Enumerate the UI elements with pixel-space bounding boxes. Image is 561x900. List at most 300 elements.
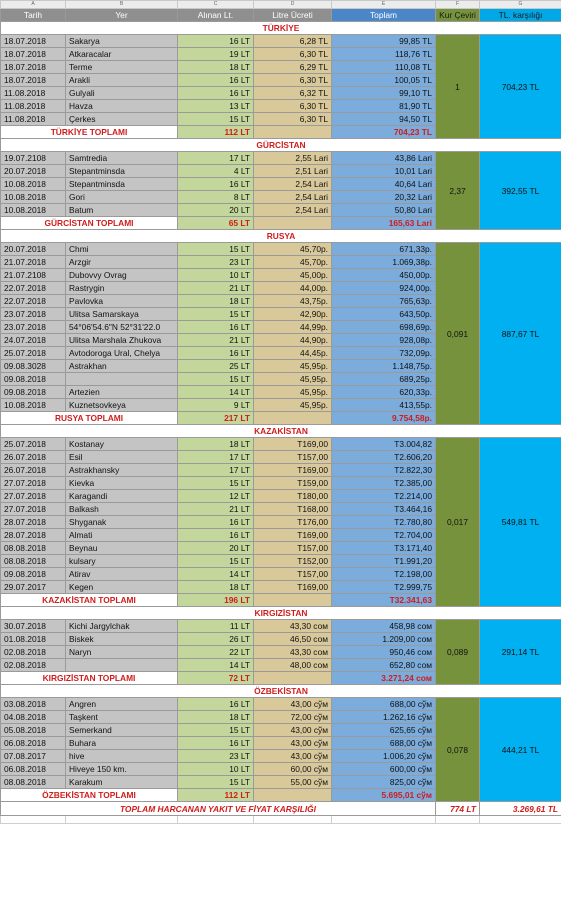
cell-total[interactable]: 10,01 Lari xyxy=(332,165,436,178)
cell-unit-price[interactable]: 43,30 сом xyxy=(254,646,332,659)
cell-liters[interactable]: 25 LT xyxy=(178,360,254,373)
cell-date[interactable]: 27.07.2018 xyxy=(1,503,66,516)
column-letter-g[interactable]: G xyxy=(480,1,561,9)
cell-unit-price[interactable]: 45,00р. xyxy=(254,269,332,282)
cell-place[interactable]: Semerkand xyxy=(66,724,178,737)
cell-unit-price[interactable]: T169,00 xyxy=(254,529,332,542)
cell-total[interactable]: T2.214,00 xyxy=(332,490,436,503)
cell-liters[interactable]: 16 LT xyxy=(178,178,254,191)
cell-liters[interactable]: 10 LT xyxy=(178,763,254,776)
cell-unit-price[interactable]: 44,99р. xyxy=(254,321,332,334)
cell-unit-price[interactable]: 6,30 TL xyxy=(254,74,332,87)
cell-total[interactable]: 118,76 TL xyxy=(332,48,436,61)
cell-date[interactable]: 11.08.2018 xyxy=(1,100,66,113)
cell-place[interactable]: 54°06'54.6"N 52°31'22.0 xyxy=(66,321,178,334)
cell-place[interactable]: Taşkent xyxy=(66,711,178,724)
column-letter-d[interactable]: D xyxy=(254,1,332,9)
cell-place[interactable]: Astrakhan xyxy=(66,360,178,373)
cell-unit-price[interactable]: T159,00 xyxy=(254,477,332,490)
cell-date[interactable]: 18.07.2018 xyxy=(1,48,66,61)
section-total-empty[interactable] xyxy=(254,217,332,230)
cell-date[interactable]: 24.07.2018 xyxy=(1,334,66,347)
cell-unit-price[interactable]: T169,00 xyxy=(254,464,332,477)
cell-total[interactable]: T2.606,20 xyxy=(332,451,436,464)
cell-place[interactable]: Kegen xyxy=(66,581,178,594)
cell-place[interactable]: Hiveye 150 km. xyxy=(66,763,178,776)
cell-date[interactable]: 25.07.2018 xyxy=(1,438,66,451)
cell-place[interactable]: Almati xyxy=(66,529,178,542)
section-total-liters[interactable]: 217 LT xyxy=(178,412,254,425)
cell-total[interactable]: T1.991,20 xyxy=(332,555,436,568)
cell-liters[interactable]: 18 LT xyxy=(178,438,254,451)
cell-unit-price[interactable]: T180,00 xyxy=(254,490,332,503)
cell-place[interactable]: Pavlovka xyxy=(66,295,178,308)
cell-total[interactable]: 600,00 сўм xyxy=(332,763,436,776)
header-tl-karsiligi[interactable]: TL. karşılığı xyxy=(480,9,561,22)
cell-place[interactable]: Astrakhansky xyxy=(66,464,178,477)
section-total-liters[interactable]: 112 LT xyxy=(178,789,254,802)
header-tarih[interactable]: Tarih xyxy=(1,9,66,22)
cell-place[interactable]: Shyganak xyxy=(66,516,178,529)
cell-unit-price[interactable]: 2,51 Lari xyxy=(254,165,332,178)
cell-liters[interactable]: 18 LT xyxy=(178,581,254,594)
cell-unit-price[interactable]: 48,00 сом xyxy=(254,659,332,672)
cell-date[interactable]: 11.08.2018 xyxy=(1,87,66,100)
cell-liters[interactable]: 16 LT xyxy=(178,74,254,87)
cell-date[interactable]: 08.08.2018 xyxy=(1,555,66,568)
cell-date[interactable]: 09.08.2018 xyxy=(1,386,66,399)
cell-total[interactable]: 100,05 TL xyxy=(332,74,436,87)
cell-place[interactable]: Artezien xyxy=(66,386,178,399)
cell-place[interactable] xyxy=(66,373,178,386)
cell-date[interactable]: 20.07.2018 xyxy=(1,243,66,256)
header-yer[interactable]: Yer xyxy=(66,9,178,22)
section-total-label[interactable]: ÖZBEKİSTAN TOPLAMI xyxy=(1,789,178,802)
section-total-label[interactable]: KIRGIZİSTAN TOPLAMI xyxy=(1,672,178,685)
cell-date[interactable]: 08.08.2018 xyxy=(1,776,66,789)
grand-total-liters[interactable]: 774 LT xyxy=(436,802,480,816)
cell-date[interactable]: 23.07.2018 xyxy=(1,321,66,334)
cell-place[interactable]: Kostanay xyxy=(66,438,178,451)
cell-unit-price[interactable]: 2,54 Lari xyxy=(254,178,332,191)
cell-total[interactable]: T3.004,82 xyxy=(332,438,436,451)
cell-place[interactable]: Ulitsa Samarskaya xyxy=(66,308,178,321)
section-total-liters[interactable]: 65 LT xyxy=(178,217,254,230)
cell-place[interactable]: Karagandi xyxy=(66,490,178,503)
header-alinan-lt[interactable]: Alınan Lt. xyxy=(178,9,254,22)
cell-unit-price[interactable]: 42,90р. xyxy=(254,308,332,321)
cell-date[interactable]: 04.08.2018 xyxy=(1,711,66,724)
cell-total[interactable]: 688,00 сўм xyxy=(332,737,436,750)
column-letter-b[interactable]: B xyxy=(66,1,178,9)
cell-place[interactable]: Karakum xyxy=(66,776,178,789)
cell-total[interactable]: 20,32 Lari xyxy=(332,191,436,204)
column-letter-a[interactable]: A xyxy=(1,1,66,9)
cell-date[interactable]: 22.07.2018 xyxy=(1,282,66,295)
cell-total[interactable]: 413,55р. xyxy=(332,399,436,412)
cell-place[interactable]: Terme xyxy=(66,61,178,74)
section-title[interactable]: TÜRKİYE xyxy=(1,22,561,35)
cell-date[interactable]: 06.08.2018 xyxy=(1,763,66,776)
cell-liters[interactable]: 26 LT xyxy=(178,633,254,646)
cell-date[interactable]: 09.08.2018 xyxy=(1,373,66,386)
cell-date[interactable]: 25.07.2018 xyxy=(1,347,66,360)
cell-unit-price[interactable]: 45,70р. xyxy=(254,243,332,256)
cell-total[interactable]: 688,00 сўм xyxy=(332,698,436,711)
cell-unit-price[interactable]: 43,30 сом xyxy=(254,620,332,633)
cell-total[interactable]: 43,86 Lari xyxy=(332,152,436,165)
cell-liters[interactable]: 20 LT xyxy=(178,204,254,217)
cell-liters[interactable]: 16 LT xyxy=(178,516,254,529)
cell-place[interactable]: Sakarya xyxy=(66,35,178,48)
cell-unit-price[interactable]: 55,00 сўм xyxy=(254,776,332,789)
cell-liters[interactable]: 17 LT xyxy=(178,152,254,165)
cell-place[interactable]: Kievka xyxy=(66,477,178,490)
cell-place[interactable]: Arzgir xyxy=(66,256,178,269)
cell-total[interactable]: T3.171,40 xyxy=(332,542,436,555)
cell-unit-price[interactable]: 45,95р. xyxy=(254,360,332,373)
cell-place[interactable]: Atkaracalar xyxy=(66,48,178,61)
cell-place[interactable]: Beynau xyxy=(66,542,178,555)
exchange-rate-cell[interactable]: 1 xyxy=(436,35,480,139)
exchange-rate-cell[interactable]: 0,017 xyxy=(436,438,480,607)
cell-liters[interactable]: 15 LT xyxy=(178,308,254,321)
cell-date[interactable]: 20.07.2018 xyxy=(1,165,66,178)
cell-total[interactable]: 1.148,75р. xyxy=(332,360,436,373)
cell-liters[interactable]: 16 LT xyxy=(178,529,254,542)
cell-unit-price[interactable]: T157,00 xyxy=(254,451,332,464)
header-kur-ceviri[interactable]: Kur Çeviri xyxy=(436,9,480,22)
cell-liters[interactable]: 19 LT xyxy=(178,48,254,61)
cell-place[interactable]: Gulyali xyxy=(66,87,178,100)
empty-cell[interactable] xyxy=(66,816,178,824)
tl-equivalent-cell[interactable]: 291,14 TL xyxy=(480,620,561,685)
cell-total[interactable]: 732,09р. xyxy=(332,347,436,360)
section-title[interactable]: GÜRCİSTAN xyxy=(1,139,561,152)
empty-cell[interactable] xyxy=(1,816,66,824)
cell-place[interactable]: Kuznetsovkeya xyxy=(66,399,178,412)
cell-date[interactable]: 10.08.2018 xyxy=(1,399,66,412)
cell-place[interactable]: Havza xyxy=(66,100,178,113)
cell-liters[interactable]: 4 LT xyxy=(178,165,254,178)
section-total-empty[interactable] xyxy=(254,594,332,607)
empty-cell[interactable] xyxy=(436,816,480,824)
section-total-empty[interactable] xyxy=(254,126,332,139)
cell-date[interactable]: 11.08.2018 xyxy=(1,113,66,126)
cell-liters[interactable]: 16 LT xyxy=(178,347,254,360)
cell-total[interactable]: T2.704,00 xyxy=(332,529,436,542)
cell-date[interactable]: 01.08.2018 xyxy=(1,633,66,646)
cell-date[interactable]: 10.08.2018 xyxy=(1,191,66,204)
cell-date[interactable]: 27.07.2018 xyxy=(1,477,66,490)
cell-liters[interactable]: 17 LT xyxy=(178,451,254,464)
cell-date[interactable]: 21.07.2108 xyxy=(1,269,66,282)
cell-place[interactable]: Gori xyxy=(66,191,178,204)
cell-total[interactable]: 450,00р. xyxy=(332,269,436,282)
cell-unit-price[interactable]: 2,55 Lari xyxy=(254,152,332,165)
cell-unit-price[interactable]: 60,00 сўм xyxy=(254,763,332,776)
cell-unit-price[interactable]: 45,95р. xyxy=(254,386,332,399)
section-title[interactable]: ÖZBEKİSTAN xyxy=(1,685,561,698)
cell-liters[interactable]: 9 LT xyxy=(178,399,254,412)
cell-unit-price[interactable]: 6,29 TL xyxy=(254,61,332,74)
cell-liters[interactable]: 15 LT xyxy=(178,373,254,386)
cell-total[interactable]: T2.385,00 xyxy=(332,477,436,490)
cell-total[interactable]: 50,80 Lari xyxy=(332,204,436,217)
section-total-sum[interactable]: 704,23 TL xyxy=(332,126,436,139)
cell-date[interactable]: 07.08.2017 xyxy=(1,750,66,763)
cell-place[interactable]: Biskek xyxy=(66,633,178,646)
cell-total[interactable]: 928,08р. xyxy=(332,334,436,347)
cell-date[interactable]: 02.08.2018 xyxy=(1,659,66,672)
cell-date[interactable]: 19.07.2108 xyxy=(1,152,66,165)
cell-date[interactable]: 21.07.2018 xyxy=(1,256,66,269)
cell-unit-price[interactable]: 45,95р. xyxy=(254,373,332,386)
cell-date[interactable]: 02.08.2018 xyxy=(1,646,66,659)
section-total-label[interactable]: RUSYA TOPLAMI xyxy=(1,412,178,425)
cell-place[interactable]: Çerkes xyxy=(66,113,178,126)
cell-total[interactable]: 825,00 сўм xyxy=(332,776,436,789)
cell-unit-price[interactable]: 2,54 Lari xyxy=(254,204,332,217)
cell-date[interactable]: 18.07.2018 xyxy=(1,35,66,48)
cell-place[interactable]: Kichi Jargylchak xyxy=(66,620,178,633)
cell-total[interactable]: 625,65 сўм xyxy=(332,724,436,737)
cell-place[interactable]: hive xyxy=(66,750,178,763)
cell-liters[interactable]: 15 LT xyxy=(178,113,254,126)
cell-liters[interactable]: 16 LT xyxy=(178,35,254,48)
cell-place[interactable]: Chmi xyxy=(66,243,178,256)
cell-place[interactable]: kulsary xyxy=(66,555,178,568)
header-toplam[interactable]: Toplam xyxy=(332,9,436,22)
cell-unit-price[interactable]: T168,00 xyxy=(254,503,332,516)
cell-liters[interactable]: 15 LT xyxy=(178,555,254,568)
cell-place[interactable]: Atirav xyxy=(66,568,178,581)
cell-liters[interactable]: 11 LT xyxy=(178,620,254,633)
cell-date[interactable]: 10.08.2018 xyxy=(1,204,66,217)
cell-unit-price[interactable]: 43,00 сўм xyxy=(254,737,332,750)
cell-liters[interactable]: 18 LT xyxy=(178,711,254,724)
cell-unit-price[interactable]: 72,00 сўм xyxy=(254,711,332,724)
cell-unit-price[interactable]: 44,45р. xyxy=(254,347,332,360)
section-total-empty[interactable] xyxy=(254,789,332,802)
cell-date[interactable]: 03.08.2018 xyxy=(1,698,66,711)
cell-liters[interactable]: 8 LT xyxy=(178,191,254,204)
cell-date[interactable]: 26.07.2018 xyxy=(1,464,66,477)
cell-liters[interactable]: 16 LT xyxy=(178,321,254,334)
tl-equivalent-cell[interactable]: 704,23 TL xyxy=(480,35,561,139)
cell-place[interactable]: Stepantminsda xyxy=(66,165,178,178)
cell-unit-price[interactable]: 43,00 сўм xyxy=(254,724,332,737)
grand-total-label[interactable]: TOPLAM HARCANAN YAKIT VE FİYAT KARŞILIĞI xyxy=(1,802,436,816)
cell-place[interactable]: Angren xyxy=(66,698,178,711)
cell-place[interactable]: Rastrygin xyxy=(66,282,178,295)
cell-liters[interactable]: 23 LT xyxy=(178,750,254,763)
cell-date[interactable]: 23.07.2018 xyxy=(1,308,66,321)
cell-total[interactable]: 698,69р. xyxy=(332,321,436,334)
cell-date[interactable]: 08.08.2018 xyxy=(1,542,66,555)
cell-liters[interactable]: 20 LT xyxy=(178,542,254,555)
cell-date[interactable]: 22.07.2018 xyxy=(1,295,66,308)
cell-liters[interactable]: 12 LT xyxy=(178,490,254,503)
cell-total[interactable]: 950,46 сом xyxy=(332,646,436,659)
cell-place[interactable]: Dubovvy Ovrag xyxy=(66,269,178,282)
cell-unit-price[interactable]: 43,75р. xyxy=(254,295,332,308)
cell-unit-price[interactable]: T157,00 xyxy=(254,542,332,555)
section-title[interactable]: RUSYA xyxy=(1,230,561,243)
cell-date[interactable]: 26.07.2018 xyxy=(1,451,66,464)
cell-total[interactable]: 1.262,16 сўм xyxy=(332,711,436,724)
cell-total[interactable]: 81,90 TL xyxy=(332,100,436,113)
cell-total[interactable]: 765,63р. xyxy=(332,295,436,308)
tl-equivalent-cell[interactable]: 392,55 TL xyxy=(480,152,561,230)
cell-total[interactable]: 1.069,38р. xyxy=(332,256,436,269)
section-total-liters[interactable]: 196 LT xyxy=(178,594,254,607)
section-total-label[interactable]: TÜRKİYE TOPLAMI xyxy=(1,126,178,139)
cell-liters[interactable]: 21 LT xyxy=(178,282,254,295)
empty-cell[interactable] xyxy=(332,816,436,824)
section-total-sum[interactable]: T32.341,63 xyxy=(332,594,436,607)
cell-total[interactable]: 1.006,20 сўм xyxy=(332,750,436,763)
cell-date[interactable]: 28.07.2018 xyxy=(1,529,66,542)
cell-total[interactable]: 99,10 TL xyxy=(332,87,436,100)
cell-total[interactable]: 924,00р. xyxy=(332,282,436,295)
cell-total[interactable]: 110,08 TL xyxy=(332,61,436,74)
cell-total[interactable]: 94,50 TL xyxy=(332,113,436,126)
cell-total[interactable]: 620,33р. xyxy=(332,386,436,399)
cell-liters[interactable]: 18 LT xyxy=(178,295,254,308)
cell-liters[interactable]: 21 LT xyxy=(178,503,254,516)
column-letter-f[interactable]: F xyxy=(436,1,480,9)
cell-liters[interactable]: 16 LT xyxy=(178,737,254,750)
cell-date[interactable]: 27.07.2018 xyxy=(1,490,66,503)
section-total-sum[interactable]: 9.754,58р. xyxy=(332,412,436,425)
cell-date[interactable]: 09.08.3028 xyxy=(1,360,66,373)
section-total-liters[interactable]: 72 LT xyxy=(178,672,254,685)
cell-unit-price[interactable]: 6,30 TL xyxy=(254,100,332,113)
section-total-empty[interactable] xyxy=(254,672,332,685)
cell-date[interactable]: 09.08.2018 xyxy=(1,568,66,581)
cell-place[interactable]: Avtodoroga Ural, Chelya xyxy=(66,347,178,360)
cell-place[interactable]: Stepantminsda xyxy=(66,178,178,191)
cell-unit-price[interactable]: 43,00 сўм xyxy=(254,698,332,711)
section-title[interactable]: KIRGIZİSTAN xyxy=(1,607,561,620)
section-total-sum[interactable]: 165,63 Lari xyxy=(332,217,436,230)
cell-date[interactable]: 29.07.2017 xyxy=(1,581,66,594)
cell-date[interactable]: 05.08.2018 xyxy=(1,724,66,737)
cell-unit-price[interactable]: 6,28 TL xyxy=(254,35,332,48)
cell-total[interactable]: T2.822,30 xyxy=(332,464,436,477)
tl-equivalent-cell[interactable]: 887,67 TL xyxy=(480,243,561,425)
section-total-sum[interactable]: 5.695,01 сўм xyxy=(332,789,436,802)
cell-place[interactable]: Naryn xyxy=(66,646,178,659)
cell-unit-price[interactable]: 45,70р. xyxy=(254,256,332,269)
cell-total[interactable]: T2.999,75 xyxy=(332,581,436,594)
cell-total[interactable]: T3.464,16 xyxy=(332,503,436,516)
cell-unit-price[interactable]: 44,00р. xyxy=(254,282,332,295)
cell-liters[interactable]: 22 LT xyxy=(178,646,254,659)
section-total-label[interactable]: GÜRCİSTAN TOPLAMI xyxy=(1,217,178,230)
cell-place[interactable]: Balkash xyxy=(66,503,178,516)
cell-date[interactable]: 18.07.2018 xyxy=(1,61,66,74)
cell-unit-price[interactable]: 44,90р. xyxy=(254,334,332,347)
section-total-sum[interactable]: 3.271,24 сом xyxy=(332,672,436,685)
cell-total[interactable]: 1.209,00 сом xyxy=(332,633,436,646)
cell-place[interactable]: Samtredia xyxy=(66,152,178,165)
cell-unit-price[interactable]: T157,00 xyxy=(254,568,332,581)
cell-place[interactable]: Batum xyxy=(66,204,178,217)
cell-unit-price[interactable]: T169,00 xyxy=(254,581,332,594)
cell-place[interactable]: Ulitsa Marshala Zhukova xyxy=(66,334,178,347)
section-title[interactable]: KAZAKİSTAN xyxy=(1,425,561,438)
cell-liters[interactable]: 14 LT xyxy=(178,568,254,581)
cell-unit-price[interactable]: 45,95р. xyxy=(254,399,332,412)
cell-liters[interactable]: 15 LT xyxy=(178,477,254,490)
cell-liters[interactable]: 16 LT xyxy=(178,698,254,711)
cell-unit-price[interactable]: T176,00 xyxy=(254,516,332,529)
cell-unit-price[interactable]: T152,00 xyxy=(254,555,332,568)
cell-total[interactable]: 643,50р. xyxy=(332,308,436,321)
column-letter-e[interactable]: E xyxy=(332,1,436,9)
cell-total[interactable]: 671,33р. xyxy=(332,243,436,256)
cell-liters[interactable]: 14 LT xyxy=(178,659,254,672)
cell-liters[interactable]: 15 LT xyxy=(178,776,254,789)
cell-liters[interactable]: 17 LT xyxy=(178,464,254,477)
cell-place[interactable]: Esil xyxy=(66,451,178,464)
cell-liters[interactable]: 21 LT xyxy=(178,334,254,347)
cell-unit-price[interactable]: 43,00 сўм xyxy=(254,750,332,763)
cell-liters[interactable]: 14 LT xyxy=(178,386,254,399)
cell-total[interactable]: 99,85 TL xyxy=(332,35,436,48)
cell-total[interactable]: 689,25р. xyxy=(332,373,436,386)
cell-date[interactable]: 18.07.2018 xyxy=(1,74,66,87)
cell-total[interactable]: 652,80 сом xyxy=(332,659,436,672)
exchange-rate-cell[interactable]: 0,089 xyxy=(436,620,480,685)
cell-total[interactable]: T2.198,00 xyxy=(332,568,436,581)
cell-date[interactable]: 10.08.2018 xyxy=(1,178,66,191)
cell-liters[interactable]: 18 LT xyxy=(178,61,254,74)
cell-place[interactable] xyxy=(66,659,178,672)
cell-unit-price[interactable]: 6,30 TL xyxy=(254,113,332,126)
cell-date[interactable]: 30.07.2018 xyxy=(1,620,66,633)
cell-liters[interactable]: 23 LT xyxy=(178,256,254,269)
cell-liters[interactable]: 10 LT xyxy=(178,269,254,282)
cell-liters[interactable]: 16 LT xyxy=(178,87,254,100)
section-total-liters[interactable]: 112 LT xyxy=(178,126,254,139)
cell-place[interactable]: Buhara xyxy=(66,737,178,750)
cell-total[interactable]: T2.780,80 xyxy=(332,516,436,529)
cell-liters[interactable]: 15 LT xyxy=(178,243,254,256)
grand-total-tl[interactable]: 3.269,61 TL xyxy=(480,802,561,816)
empty-cell[interactable] xyxy=(254,816,332,824)
cell-date[interactable]: 28.07.2018 xyxy=(1,516,66,529)
cell-place[interactable]: Arakli xyxy=(66,74,178,87)
cell-liters[interactable]: 13 LT xyxy=(178,100,254,113)
section-total-empty[interactable] xyxy=(254,412,332,425)
cell-unit-price[interactable]: 2,54 Lari xyxy=(254,191,332,204)
cell-liters[interactable]: 15 LT xyxy=(178,724,254,737)
cell-unit-price[interactable]: 6,32 TL xyxy=(254,87,332,100)
exchange-rate-cell[interactable]: 0,078 xyxy=(436,698,480,802)
cell-unit-price[interactable]: T169,00 xyxy=(254,438,332,451)
cell-unit-price[interactable]: 6,30 TL xyxy=(254,48,332,61)
cell-total[interactable]: 40,64 Lari xyxy=(332,178,436,191)
tl-equivalent-cell[interactable]: 444,21 TL xyxy=(480,698,561,802)
empty-cell[interactable] xyxy=(480,816,561,824)
empty-cell[interactable] xyxy=(178,816,254,824)
cell-date[interactable]: 06.08.2018 xyxy=(1,737,66,750)
column-letter-c[interactable]: C xyxy=(178,1,254,9)
exchange-rate-cell[interactable]: 2,37 xyxy=(436,152,480,230)
